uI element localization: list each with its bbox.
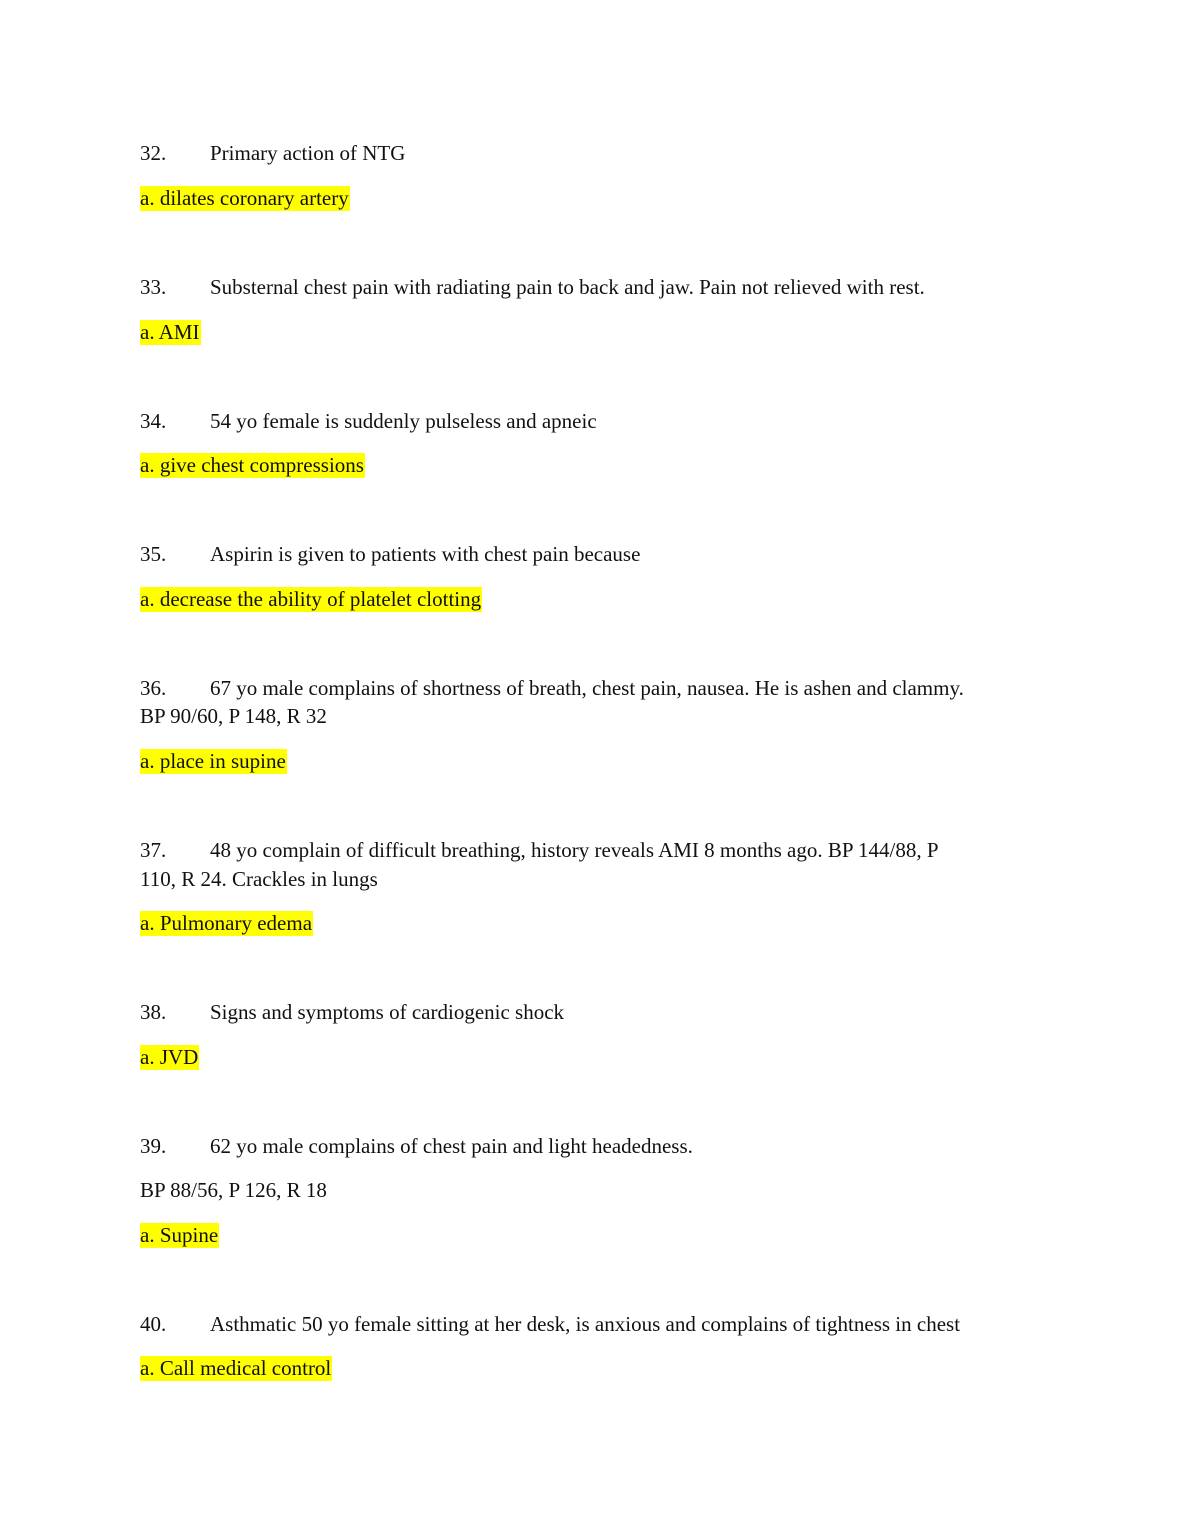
question-text: Asthmatic 50 yo female sitting at her desk, is anxious and complains of tightness in chest [210,1312,961,1336]
question-number: 36. [140,676,167,700]
answer-38 [140,1043,199,1071]
question-text: Primary action of NTG [210,141,406,165]
question-32 [140,139,405,167]
answer-33 [140,318,201,346]
question-text: 54 yo female is suddenly pulseless and apneic [210,409,597,433]
question-number: 39. [140,1134,167,1158]
question-33 [140,273,925,301]
question-text: 67 yo male complains of shortness of breath, chest pain, nausea. He is ashen and clammy. [210,676,964,700]
highlighted-answer: a. AMI [140,320,200,344]
answer-40 [140,1354,332,1382]
question-text: BP 90/60, P 148, R 32 [140,704,327,728]
question-37-continued [140,865,378,893]
question-35 [140,540,640,568]
question-number: 37. [140,838,167,862]
question-36 [140,674,964,702]
question-number: 32. [140,141,167,165]
question-37 [140,836,939,864]
highlighted-answer: a. place in supine [140,749,286,773]
question-text: 110, R 24. Crackles in lungs [140,867,378,891]
question-36-continued [140,702,327,730]
question-text: 62 yo male complains of chest pain and light headedness. [210,1134,693,1158]
highlighted-answer: a. Supine [140,1223,219,1247]
answer-32 [140,184,350,212]
highlighted-answer: a. decrease the ability of platelet clotting [140,587,482,611]
highlighted-answer: a. give chest compressions [140,453,364,477]
question-38 [140,998,564,1026]
question-text: BP 88/56, P 126, R 18 [140,1178,327,1202]
answer-34 [140,451,365,479]
answer-35 [140,585,482,613]
question-number: 35. [140,542,167,566]
highlighted-answer: a. Call medical control [140,1356,332,1380]
highlighted-answer: a. dilates coronary artery [140,186,349,210]
answer-39 [140,1221,219,1249]
question-number: 34. [140,409,167,433]
question-number: 40. [140,1312,167,1336]
question-39-vitals [140,1176,327,1204]
question-number: 38. [140,1000,167,1024]
question-39 [140,1132,693,1160]
question-34 [140,407,597,435]
question-text: Signs and symptoms of cardiogenic shock [210,1000,565,1024]
question-40 [140,1310,960,1338]
question-text: Substernal chest pain with radiating pain to back and jaw. Pain not relieved with rest. [210,275,925,299]
question-text: Aspirin is given to patients with chest pain because [210,542,641,566]
answer-37 [140,909,313,937]
highlighted-answer: a. JVD [140,1045,199,1069]
question-text: 48 yo complain of difficult breathing, history reveals AMI 8 months ago. BP 144/88, P [210,838,939,862]
question-number: 33. [140,275,167,299]
answer-36 [140,747,287,775]
highlighted-answer: a. Pulmonary edema [140,911,313,935]
